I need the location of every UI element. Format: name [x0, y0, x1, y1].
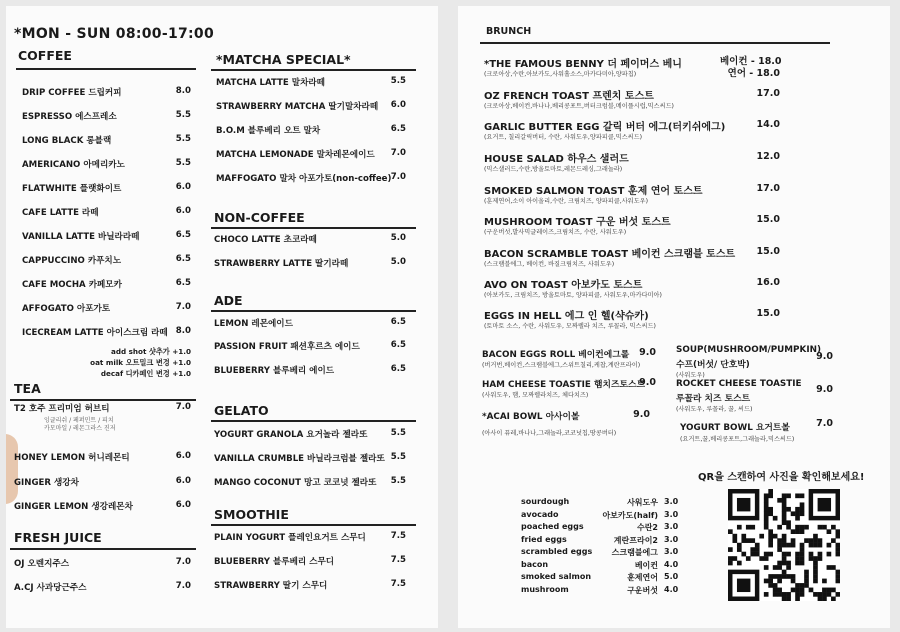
menu-item-name: SOUP(MUSHROOM/PUMPKIN): [676, 345, 821, 355]
menu-item-name: MAFFOGATO 말차 아포가토(non-coffee): [216, 174, 392, 184]
menu-item-price: 6.0: [175, 182, 191, 192]
menu-item-name: STRAWBERRY MATCHA 딸기말차라떼: [216, 102, 379, 112]
menu-item-price: 5.5: [175, 110, 191, 120]
menu-item-description: (아보카도, 크림치즈, 방울토마토, 양파피클, 사워도우,마카다미아): [484, 292, 662, 299]
section-title-ade: ADE: [214, 293, 243, 308]
menu-item-price: 6.0: [175, 500, 191, 510]
menu-item-price: 6.0: [175, 451, 191, 461]
menu-item-name: DRIP COFFEE 드립커피: [22, 88, 122, 98]
menu-item-price: 17.0: [756, 88, 780, 99]
menu-item-price: 베이컨 - 18.0: [720, 56, 782, 67]
menu-item-price: 7.5: [390, 555, 406, 565]
menu-item-price: 8.0: [175, 326, 191, 336]
section-title-matcha-special: *MATCHA SPECIAL*: [216, 52, 351, 67]
menu-item-name: BLUEBERRY 블루베리 에이드: [214, 366, 335, 376]
menu-item-name: T2 호주 프리미엄 허브티: [14, 404, 110, 414]
section-title-fresh-juice: FRESH JUICE: [14, 530, 102, 545]
menu-item-price: 9.0: [816, 351, 833, 362]
extra-item-name: fried eggs: [521, 534, 567, 544]
right-menu-page: [458, 6, 890, 628]
extra-item-name: scrambled eggs: [521, 547, 593, 556]
menu-item-price: 5.5: [175, 158, 191, 168]
left-menu-page: [6, 6, 438, 628]
addon-decaf: decaf 디카페인 변경 +1.0: [100, 369, 191, 378]
menu-item-price: 6.0: [175, 206, 191, 216]
extra-item-price: 3.0: [664, 547, 679, 556]
menu-item-price: 7.0: [175, 581, 191, 591]
menu-item-name: A.CJ 사과당근주스: [14, 583, 87, 593]
menu-item-name: STRAWBERRY LATTE 딸기라떼: [214, 259, 349, 269]
menu-item-name: CAFE LATTE 라떼: [22, 208, 99, 218]
section-divider: [211, 227, 416, 229]
extra-item-korean: 베이컨: [634, 560, 658, 570]
menu-item-price: 5.5: [390, 452, 406, 462]
menu-item-name: *THE FAMOUS BENNY 더 페이머스 베니: [484, 59, 682, 70]
menu-item-name: GINGER 생강차: [14, 478, 79, 488]
menu-item-description: (훈제연어,소이 아이올리,수란, 크림치즈, 양파피클,사워도우): [484, 198, 649, 205]
extra-item-name: avocado: [521, 509, 559, 519]
menu-item-description: (사워도우, 햄, 모짜렐라치즈, 체다치즈): [482, 392, 589, 399]
menu-item-description: (크로아상,베이컨,바나나,베리콩포트,버터크럼블,메이플시럽,믹스씨드): [484, 103, 674, 110]
menu-item-price: 7.0: [390, 148, 406, 158]
menu-item-name: EGGS IN HELL 에그 인 헬(샥슈카): [484, 311, 649, 322]
menu-item-price: 17.0: [756, 183, 780, 194]
qr-code[interactable]: [728, 489, 840, 601]
menu-item-price: 5.5: [390, 76, 406, 86]
menu-item-price-secondary: 연어 - 18.0: [727, 68, 780, 79]
menu-item-name: MATCHA LATTE 말차라떼: [216, 78, 325, 88]
section-divider: [211, 310, 416, 312]
menu-item-name: BLUEBERRY 블루베리 스무디: [214, 557, 335, 567]
menu-item-name: MUSHROOM TOAST 구운 버섯 토스트: [484, 217, 671, 228]
menu-item-name-korean: 루꼴라 치즈 토스트: [676, 394, 751, 404]
menu-item-name: GINGER LEMON 생강레몬차: [14, 502, 133, 512]
menu-item-price: 6.5: [390, 124, 406, 134]
menu-item-price: 7.5: [390, 579, 406, 589]
menu-item-name: HAM CHEESE TOASTIE 햄치즈토스트: [482, 380, 645, 390]
menu-item-name: BACON EGGS ROLL 베이컨에그롤: [482, 350, 630, 360]
menu-item-price: 8.0: [175, 86, 191, 96]
menu-item-price: 7.0: [175, 402, 191, 412]
menu-item-description: (사워도우): [676, 372, 705, 379]
menu-item-price: 5.0: [390, 257, 406, 267]
menu-item-price: 9.0: [816, 384, 833, 395]
menu-item-name: AFFOGATO 아포가토: [22, 304, 111, 314]
menu-item-name: GARLIC BUTTER EGG 갈릭 버터 에그(터키쉬에그): [484, 122, 726, 133]
menu-item-price: 15.0: [756, 246, 780, 257]
menu-item-price: 6.5: [175, 254, 191, 264]
menu-item-name: PASSION FRUIT 패션후르츠 에이드: [214, 342, 360, 352]
menu-item-price: 16.0: [756, 277, 780, 288]
tea-note: 잉글리쉬 / 페퍼민트 / 피치: [44, 417, 114, 424]
menu-item-description: (요거트,꿀,베리콩포트,그래놀라,믹스씨드): [680, 436, 795, 443]
addon-oat-milk: oat milk 오트밀크 변경 +1.0: [90, 358, 191, 367]
menu-item-description: (사워도우, 루꼴라, 꿀, 씨드): [676, 406, 753, 413]
menu-item-description: (토마토 소스, 수란, 사워도우, 모짜렐라 치즈, 루꼴라, 믹스씨드): [484, 323, 656, 330]
menu-item-price: 6.5: [390, 340, 406, 350]
extra-item-korean: 구운버섯: [627, 585, 658, 595]
menu-item-name-korean: 수프(버섯/ 단호박): [676, 360, 750, 370]
section-divider: [211, 524, 416, 526]
extra-item-korean: 훈제연어: [627, 573, 658, 582]
menu-item-price: 15.0: [756, 308, 780, 319]
extra-item-price: 4.0: [664, 559, 679, 569]
menu-item-price: 5.5: [175, 134, 191, 144]
extra-item-korean: 계란프라이2: [613, 535, 658, 545]
menu-item-name: VANILLA CRUMBLE 바닐라크럼블 젤라또: [214, 454, 385, 464]
menu-item-price: 7.0: [816, 418, 833, 429]
menu-item-description: (아사이 퓨레,바나나,그래놀라,코코넛칩,땅콩버터): [482, 430, 617, 437]
menu-item-name: OZ FRENCH TOAST 프렌치 토스트: [484, 91, 654, 102]
extra-item-korean: 아보카도(half): [602, 510, 658, 520]
menu-item-price: 7.5: [390, 531, 406, 541]
menu-item-description: (스크램블에그, 베이컨, 바질크림치즈, 사워도우): [484, 261, 615, 268]
section-divider: [10, 399, 196, 401]
extra-item-price: 3.0: [664, 534, 679, 544]
addon-shot: add shot 샷추가 +1.0: [110, 347, 191, 356]
extra-item-name: smoked salmon: [521, 572, 592, 581]
qr-code-icon: [728, 489, 840, 601]
extra-item-price: 3.0: [664, 522, 679, 531]
menu-item-price: 6.5: [390, 364, 406, 374]
menu-item-name: ESPRESSO 에스프레소: [22, 112, 117, 122]
extra-item-name: sourdough: [521, 497, 570, 506]
extra-item-price: 5.0: [664, 572, 679, 581]
section-title-gelato: GELATO: [214, 403, 269, 418]
menu-item-name: BACON SCRAMBLE TOAST 베이컨 스크램블 토스트: [484, 249, 736, 260]
menu-item-name: CHOCO LATTE 초코라떼: [214, 235, 317, 245]
menu-item-name: SMOKED SALMON TOAST 훈제 연어 토스트: [484, 186, 703, 197]
tea-note: 카모마일 / 레몬그라스 진저: [44, 425, 116, 432]
extra-item-name: bacon: [521, 559, 549, 569]
menu-item-name: CAFE MOCHA 카페모카: [22, 280, 122, 290]
section-title-non-coffee: NON-COFFEE: [214, 210, 305, 225]
menu-item-price: 9.0: [639, 347, 656, 358]
menu-item-name: OJ 오렌지주스: [14, 559, 70, 569]
menu-item-price: 6.0: [390, 100, 406, 110]
menu-item-name: HOUSE SALAD 하우스 샐러드: [484, 154, 629, 165]
menu-item-price: 6.5: [175, 278, 191, 288]
menu-item-name: STRAWBERRY 딸기 스무디: [214, 581, 328, 591]
menu-item-name: ICECREAM LATTE 아이스크림 라떼: [22, 328, 168, 338]
menu-item-description: (크로아상,수란,아보카도,사워홀소스,마카다미아,양파칩): [484, 71, 637, 78]
menu-item-name: YOGURT BOWL 요거트볼: [680, 423, 790, 433]
menu-item-price: 6.5: [175, 230, 191, 240]
menu-item-price: 6.5: [390, 317, 406, 327]
menu-item-name: HONEY LEMON 허니레몬티: [14, 453, 130, 463]
section-divider: [480, 42, 830, 44]
menu-item-name: YOGURT GRANOLA 요거놀라 젤라또: [214, 430, 368, 440]
section-title-smoothie: SMOOTHIE: [214, 507, 289, 522]
menu-item-name: LEMON 레몬에이드: [214, 319, 293, 329]
menu-item-price: 9.0: [633, 409, 650, 420]
menu-item-name: MANGO COCONUT 망고 코코넛 젤라또: [214, 478, 377, 488]
menu-item-price: 7.0: [390, 172, 406, 182]
menu-item-description: (버거번,베이컨,스크램블에그,스위트칠리,케찹,계란프라이): [482, 362, 641, 369]
menu-item-price: 7.0: [175, 302, 191, 312]
menu-item-name: MATCHA LEMONADE 말차레몬에이드: [216, 150, 375, 160]
thumb-in-photo: [6, 434, 18, 504]
menu-item-price: 5.5: [390, 476, 406, 486]
section-title-brunch: BRUNCH: [486, 26, 532, 37]
opening-hours: *MON - SUN 08:00-17:00: [14, 26, 215, 42]
menu-item-price: 14.0: [756, 119, 780, 130]
menu-item-price: 6.0: [175, 476, 191, 486]
section-title-tea: TEA: [14, 381, 41, 396]
extra-item-name: poached eggs: [521, 522, 584, 531]
menu-item-name: *ACAI BOWL 아사이볼: [482, 412, 580, 422]
menu-item-price: 7.0: [175, 557, 191, 567]
menu-item-price: 9.0: [639, 377, 656, 388]
menu-item-price: 5.0: [390, 233, 406, 243]
extra-item-price: 3.0: [664, 509, 679, 519]
menu-item-name: ROCKET CHEESE TOASTIE: [676, 379, 802, 389]
menu-item-description: (믹스샐러드,수란,방울토마토,레몬드레싱,그래놀라): [484, 166, 623, 173]
menu-item-name: FLATWHITE 플랫화이트: [22, 184, 122, 194]
section-divider: [211, 69, 416, 71]
section-divider: [16, 68, 196, 70]
section-divider: [10, 548, 196, 550]
extra-item-korean: 사워도우: [627, 498, 658, 507]
menu-item-price: 5.5: [390, 428, 406, 438]
section-divider: [211, 420, 416, 422]
extra-item-price: 4.0: [664, 584, 679, 594]
menu-item-description: (요거트, 칠리갈릭버터, 수란, 사워도우,양파피클,믹스씨드): [484, 134, 643, 141]
menu-item-name: LONG BLACK 롱블랙: [22, 136, 112, 146]
extra-item-korean: 수란2: [636, 523, 658, 532]
extra-item-price: 3.0: [664, 497, 679, 506]
menu-item-name: B.O.M 블루베리 오트 말차: [216, 126, 321, 136]
qr-instruction: QR을 스캔하여 사진을 확인해보세요!: [698, 472, 865, 483]
menu-item-name: CAPPUCCINO 카푸치노: [22, 256, 122, 266]
menu-item-name: VANILLA LATTE 바닐라라떼: [22, 232, 140, 242]
section-title-coffee: COFFEE: [18, 48, 72, 63]
menu-item-description: (구운버섯,발사믹글레이즈,크림치즈, 수란, 사워도우): [484, 229, 627, 236]
menu-item-name: PLAIN YOGURT 플레인요거트 스무디: [214, 533, 366, 543]
extra-item-korean: 스크램블에그: [611, 548, 658, 557]
menu-item-name: AMERICANO 아메리카노: [22, 160, 125, 170]
extra-item-name: mushroom: [521, 584, 569, 594]
menu-item-price: 12.0: [756, 151, 780, 162]
menu-item-name: AVO ON TOAST 아보카도 토스트: [484, 280, 643, 291]
menu-item-price: 15.0: [756, 214, 780, 225]
